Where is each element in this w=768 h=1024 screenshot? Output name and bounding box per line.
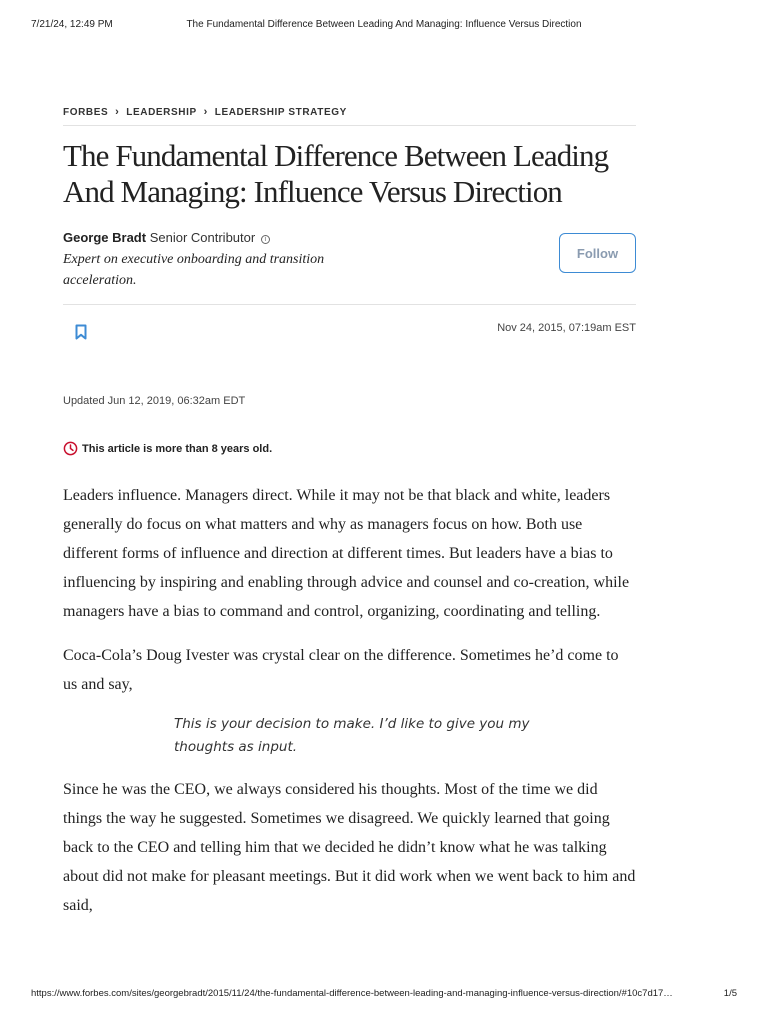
info-circle-icon[interactable]: i [261, 235, 270, 244]
print-url: https://www.forbes.com/sites/georgebradt/2015/11/24/the-fundamental-difference-between-leading-and-managing-influence-versus-direction/#10c7d17… [31, 988, 673, 999]
article-body [63, 481, 636, 920]
article-meta [63, 305, 636, 375]
page-number: 1/5 [723, 988, 737, 999]
chevron-right-icon: › [203, 106, 208, 118]
age-warning-text: This article is more than 8 years old. [82, 442, 273, 455]
divider [63, 125, 636, 126]
block-quote: This is your decision to make. I’d like to give you my thoughts as input. [174, 716, 530, 755]
article [63, 104, 636, 920]
print-header [31, 19, 737, 33]
follow-button[interactable]: Follow [559, 233, 636, 273]
breadcrumb-item-forbes[interactable]: FORBES [63, 106, 109, 118]
bookmark-icon[interactable] [75, 324, 87, 340]
publish-date: Nov 24, 2015, 07:19am EST [497, 322, 636, 334]
breadcrumb [63, 104, 636, 120]
clock-icon [63, 441, 78, 456]
body-paragraph: Leaders influence. Managers direct. While it may not be that black and white, leaders generally do focus on what matters and why as managers focus on how. Both use different forms of influence and direction at different times. But leaders have a bias to influencing by inspiring and enabling through advice and counsel and co-creation, while managers have a bias to command and control, organizing, coordinating and telling. [63, 487, 630, 620]
body-paragraph: Since he was the CEO, we always considered his thoughts. Most of the time we did things the way he suggested. Sometimes we disagreed. We quickly learned that going back to the CEO and telling him that we decided he didn’t know what he was talking about did not make for pleasant meetings. But it did work when we went back to him and said, [63, 781, 636, 914]
breadcrumb-item-leadership-strategy[interactable]: LEADERSHIP STRATEGY [214, 106, 347, 118]
print-footer [31, 988, 737, 1002]
page-title: The Fundamental Difference Between Leading And Managing: Influence Versus Direction [63, 138, 609, 209]
author-role: Senior Contributor [149, 230, 256, 245]
article-age-warning [63, 441, 636, 456]
author-name[interactable]: George Bradt [63, 230, 147, 245]
body-paragraph: Coca-Cola’s Doug Ivester was crystal clear on the difference. Sometimes he’d come to us and say, [63, 647, 619, 693]
byline [63, 230, 636, 304]
breadcrumb-item-leadership[interactable]: LEADERSHIP [126, 106, 197, 118]
author-bio: Expert on executive onboarding and transition acceleration. [63, 252, 325, 288]
updated-date: Updated Jun 12, 2019, 06:32am EDT [63, 395, 246, 407]
print-doc-title: The Fundamental Difference Between Leading And Managing: Influence Versus Direction [186, 19, 582, 30]
author-line [63, 230, 636, 246]
print-datetime: 7/21/24, 12:49 PM [31, 19, 113, 30]
chevron-right-icon: › [115, 106, 120, 118]
